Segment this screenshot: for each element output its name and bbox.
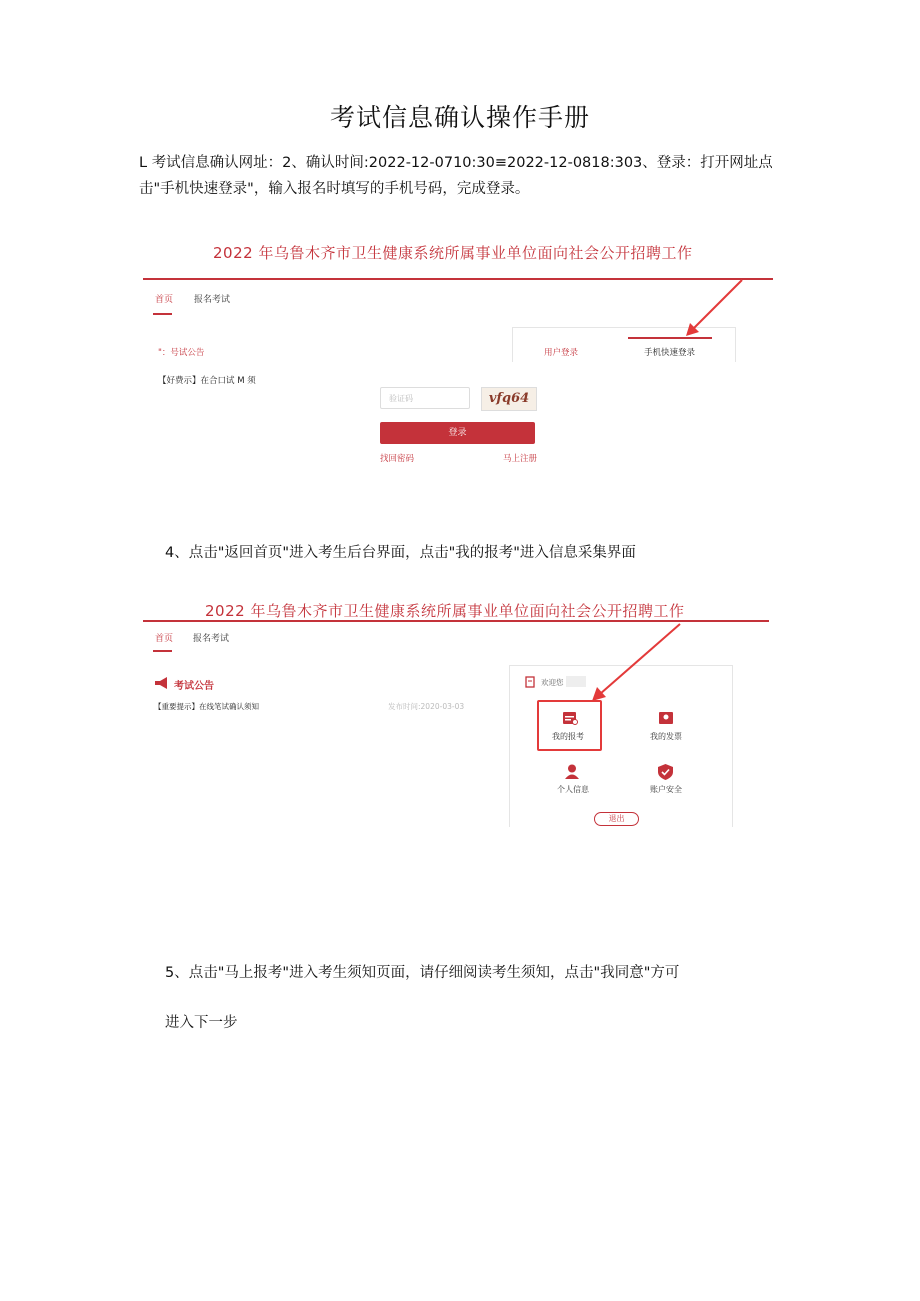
notice-label: "：号试公告: [158, 348, 205, 358]
document-title: 考试信息确认操作手册: [329, 103, 590, 132]
step4-text: 4、点击"返回首页"进入考生后台界面，点击"我的报考"进入信息采集界面: [165, 545, 636, 561]
welcome-text: 欢迎您: [541, 678, 564, 687]
intro-paragraph: L 考试信息确认网址：2、确认时间:2022-12-0710:30≡2022-12-0818:303、登录：打开网址点击"手机快速登录"，输入报名时填写的手机号码，完成登录。: [139, 155, 773, 197]
nav-register[interactable]: 报名考试: [194, 295, 231, 305]
nav-home[interactable]: 首页: [155, 295, 174, 305]
screenshot1-header-line: [143, 278, 773, 280]
shield-icon: [658, 764, 673, 780]
screenshot1-heading: 2022 年乌鲁木齐市卫生健康系统所属事业单位面向社会公开招聘工作: [213, 244, 693, 262]
username-redacted: [566, 676, 586, 687]
tab-user-login[interactable]: 用户登录: [544, 348, 579, 358]
my-exam-highlight[interactable]: [537, 700, 602, 751]
arrow-annotation-1: [680, 278, 750, 340]
user-card-icon: [525, 676, 535, 688]
captcha-image[interactable]: vfq64: [481, 387, 537, 411]
menu-my-exam[interactable]: 我的报考: [552, 732, 584, 741]
nav-home[interactable]: 首页: [155, 634, 174, 644]
login-button[interactable]: 登录: [380, 422, 535, 444]
megaphone-icon: [154, 677, 170, 689]
logout-button[interactable]: 退出: [594, 812, 639, 826]
calendar-icon: [562, 710, 578, 725]
nav-home-underline: [153, 313, 172, 315]
person-icon: [565, 764, 579, 779]
tab-phone-login[interactable]: 手机快速登录: [644, 348, 696, 358]
notice-item[interactable]: 【好费示】在合口试 M 须: [158, 376, 256, 386]
step5-text-line2: 进入下一步: [165, 1015, 238, 1031]
ticket-icon: [658, 711, 674, 725]
step5-text-line1: 5、点击"马上报考"进入考生须知页面，请仔细阅读考生须知，点击"我同意"方可: [165, 965, 680, 981]
arrow-annotation-2: [586, 622, 686, 704]
notice-title: 考试公告: [174, 681, 214, 692]
menu-security[interactable]: 账户安全: [650, 785, 682, 794]
notice-date: 发布时间:2020-03-03: [388, 702, 465, 711]
captcha-input[interactable]: 验证码: [380, 387, 470, 409]
forgot-password-link[interactable]: 找回密码: [380, 454, 415, 464]
nav-register[interactable]: 报名考试: [193, 634, 230, 644]
screenshot2-heading: 2022 年乌鲁木齐市卫生健康系统所属事业单位面向社会公开招聘工作: [205, 602, 685, 620]
menu-profile[interactable]: 个人信息: [557, 785, 589, 794]
register-now-link[interactable]: 马上注册: [503, 454, 538, 464]
menu-my-ticket[interactable]: 我的发票: [650, 732, 682, 741]
nav-home-underline: [153, 650, 172, 652]
notice-item[interactable]: 【重要提示】在线笔试确认须知: [154, 702, 259, 711]
